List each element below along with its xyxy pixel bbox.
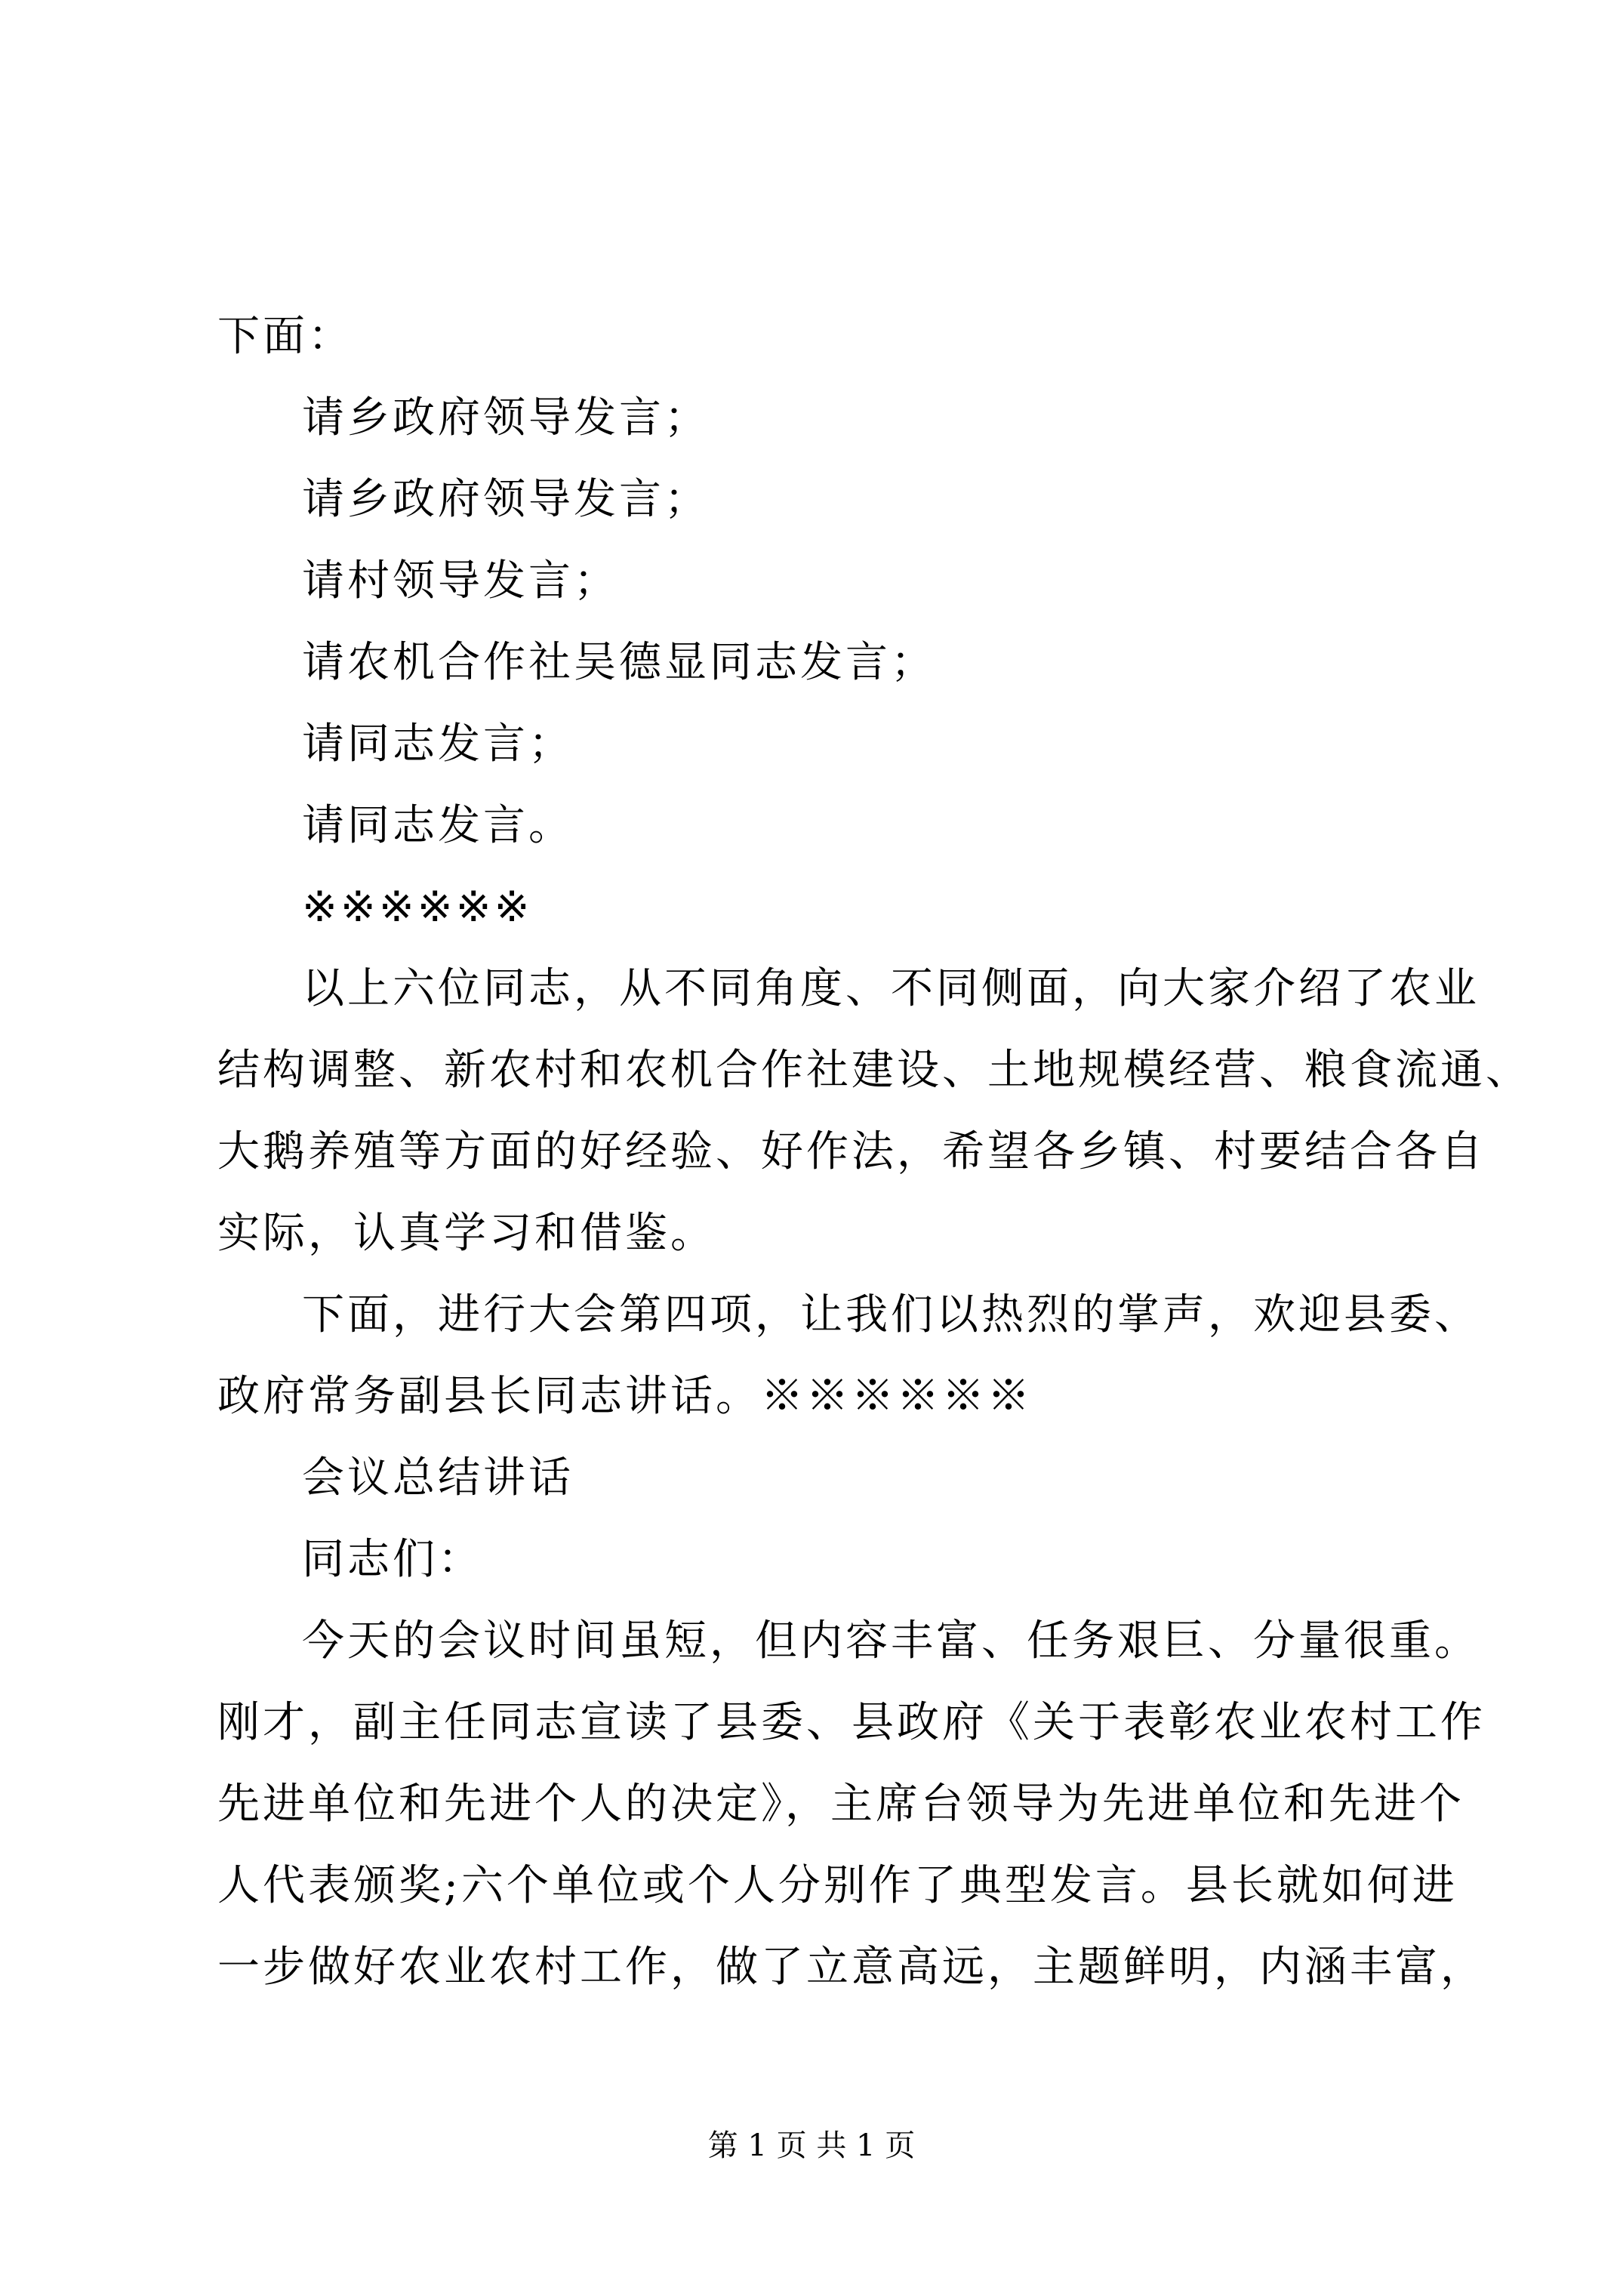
text-line-13: 下面，进行大会第四项，让我们以热烈的掌声，欢迎县委、 bbox=[302, 1290, 1480, 1339]
text-line-9: 以上六位同志，从不同角度、不同侧面，向大家介绍了农业 bbox=[302, 964, 1480, 1013]
text-line-12: 实际，认真学习和借鉴。 bbox=[217, 1209, 716, 1258]
text-line-11: 大鹅养殖等方面的好经验、好作法，希望各乡镇、村要结合各自 bbox=[217, 1127, 1486, 1176]
text-line-6: 请同志发言； bbox=[302, 720, 574, 769]
text-line-8: ※※※※※※ bbox=[302, 883, 533, 932]
text-line-3: 请乡政府领导发言； bbox=[302, 475, 710, 524]
text-line-19: 先进单位和先进个人的决定》，主席台领导为先进单位和先进个 bbox=[217, 1780, 1464, 1829]
text-line-20: 人代表颁奖;六个单位或个人分别作了典型发言。县长就如何进 bbox=[217, 1861, 1458, 1910]
text-line-1: 下面： bbox=[217, 312, 353, 361]
text-line-16: 同志们： bbox=[302, 1535, 483, 1584]
text-line-5: 请农机合作社吴德显同志发言； bbox=[302, 638, 936, 687]
text-line-18: 刚才，副主任同志宣读了县委、县政府《关于表彰农业农村工作 bbox=[217, 1698, 1486, 1747]
text-line-10: 结构调整、新农村和农机合作社建设、土地规模经营、粮食流通、 bbox=[217, 1046, 1531, 1095]
text-line-7: 请同志发言。 bbox=[302, 801, 574, 850]
text-line-15: 会议总结讲话 bbox=[302, 1453, 574, 1502]
text-line-4: 请村领导发言； bbox=[302, 556, 619, 606]
page-number-footer: 第 1 页 共 1 页 bbox=[707, 2128, 916, 2163]
text-line-21: 一步做好农业农村工作，做了立意高远，主题鲜明，内涵丰富， bbox=[217, 1943, 1486, 1992]
text-line-17: 今天的会议时间虽短，但内容丰富、任务艰巨、分量很重。 bbox=[302, 1616, 1480, 1666]
text-line-14: 政府常务副县长同志讲话。※※※※※※ bbox=[217, 1372, 1033, 1421]
text-line-2: 请乡政府领导发言； bbox=[302, 393, 710, 442]
